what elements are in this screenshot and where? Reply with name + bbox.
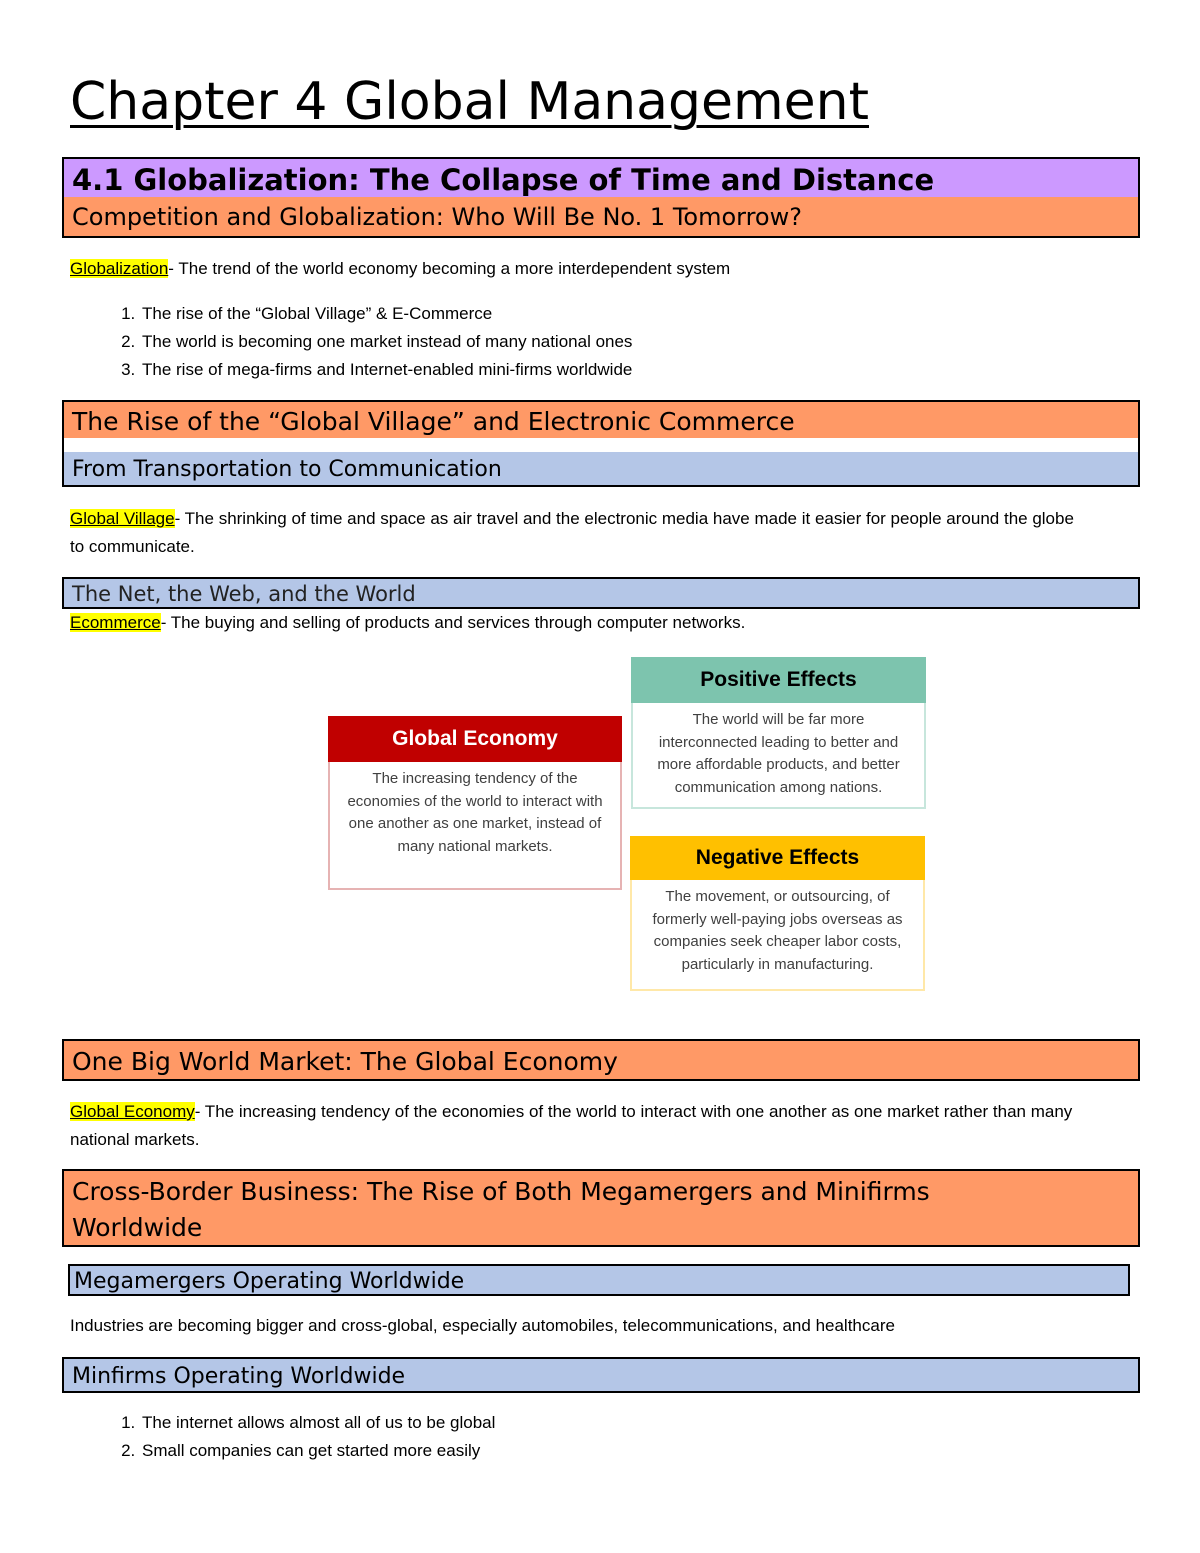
list-item: 2. Small companies can get started more easily (140, 1437, 495, 1465)
list-item: 1. The internet allows almost all of us to be global (140, 1409, 495, 1437)
global-economy-text: - The increasing tendency of the economies of the world to interact with one another as one market rather than many national markets. (70, 1102, 1073, 1149)
negative-effects-title: Negative Effects (630, 836, 925, 880)
global-village-header (62, 400, 1140, 487)
globalization-list (70, 300, 632, 384)
global-village-text: - The shrinking of time and space as air travel and the electronic media have made it easier for people around the globe to communicate. (70, 509, 1074, 556)
minifirms-list (70, 1409, 495, 1465)
cross-border-header (62, 1169, 1140, 1247)
global-village-definition (70, 505, 1090, 561)
net-web-world-header (62, 577, 1140, 609)
section-4-1-heading: 4.1 Globalization: The Collapse of Time and Distance (64, 159, 1138, 197)
megamergers-text: Industries are becoming bigger and cross-global, especially automobiles, telecommunications, and healthcare (70, 1316, 895, 1335)
world-market-heading: One Big World Market: The Global Economy (64, 1041, 1138, 1079)
positive-effects-title: Positive Effects (631, 657, 926, 703)
section-4-1-subheading: Competition and Globalization: Who Will Be No. 1 Tomorrow? (64, 197, 1138, 236)
megamergers-heading: Megamergers Operating Worldwide (70, 1266, 1128, 1294)
positive-effects-text: The world will be far more interconnected leading to better and more affordable products, and better communication among nations. (657, 711, 900, 796)
world-market-header (62, 1039, 1140, 1081)
section-4-1-header (62, 157, 1140, 238)
ecommerce-definition (70, 609, 1140, 637)
global-village-term: Global Village (70, 509, 175, 528)
positive-effects-card (631, 657, 926, 809)
list-item: 2. The world is becoming one market instead of many national ones (140, 328, 632, 356)
global-economy-term: Global Economy (70, 1102, 195, 1121)
minifirms-heading: Minfirms Operating Worldwide (64, 1359, 1138, 1391)
cross-border-heading: Cross-Border Business: The Rise of Both Megamergers and Minifirms Worldwide (64, 1171, 1138, 1245)
global-economy-definition (70, 1098, 1100, 1154)
globalization-definition (70, 255, 1140, 283)
global-economy-title: Global Economy (328, 716, 622, 762)
globalization-term: Globalization (70, 259, 169, 278)
list-item: 3. The rise of mega-firms and Internet-enabled mini-firms worldwide (140, 356, 632, 384)
negative-effects-text: The movement, or outsourcing, of formerly well-paying jobs overseas as companies seek cheaper labor costs, particularly in manufacturing. (652, 888, 903, 973)
net-web-world-heading: The Net, the Web, and the World (64, 579, 1138, 607)
global-economy-text: The increasing tendency of the economies of the world to interact with one another as one market, instead of many national markets. (347, 770, 603, 855)
global-village-subheading: From Transportation to Communication (64, 452, 1138, 485)
ecommerce-text: - The buying and selling of products and services through computer networks. (160, 613, 746, 632)
global-village-heading: The Rise of the “Global Village” and Electronic Commerce (64, 402, 1138, 438)
list-item: 1. The rise of the “Global Village” & E-Commerce (140, 300, 632, 328)
negative-effects-card (630, 836, 925, 991)
globalization-text: - The trend of the world economy becoming a more interdependent system (168, 259, 731, 278)
ecommerce-term: Ecommerce (70, 613, 161, 632)
spacer (64, 438, 1138, 452)
megamergers-header (68, 1264, 1130, 1296)
global-economy-card (328, 716, 622, 890)
minifirms-header (62, 1357, 1140, 1393)
page-title: Chapter 4 Global Management (70, 72, 869, 132)
